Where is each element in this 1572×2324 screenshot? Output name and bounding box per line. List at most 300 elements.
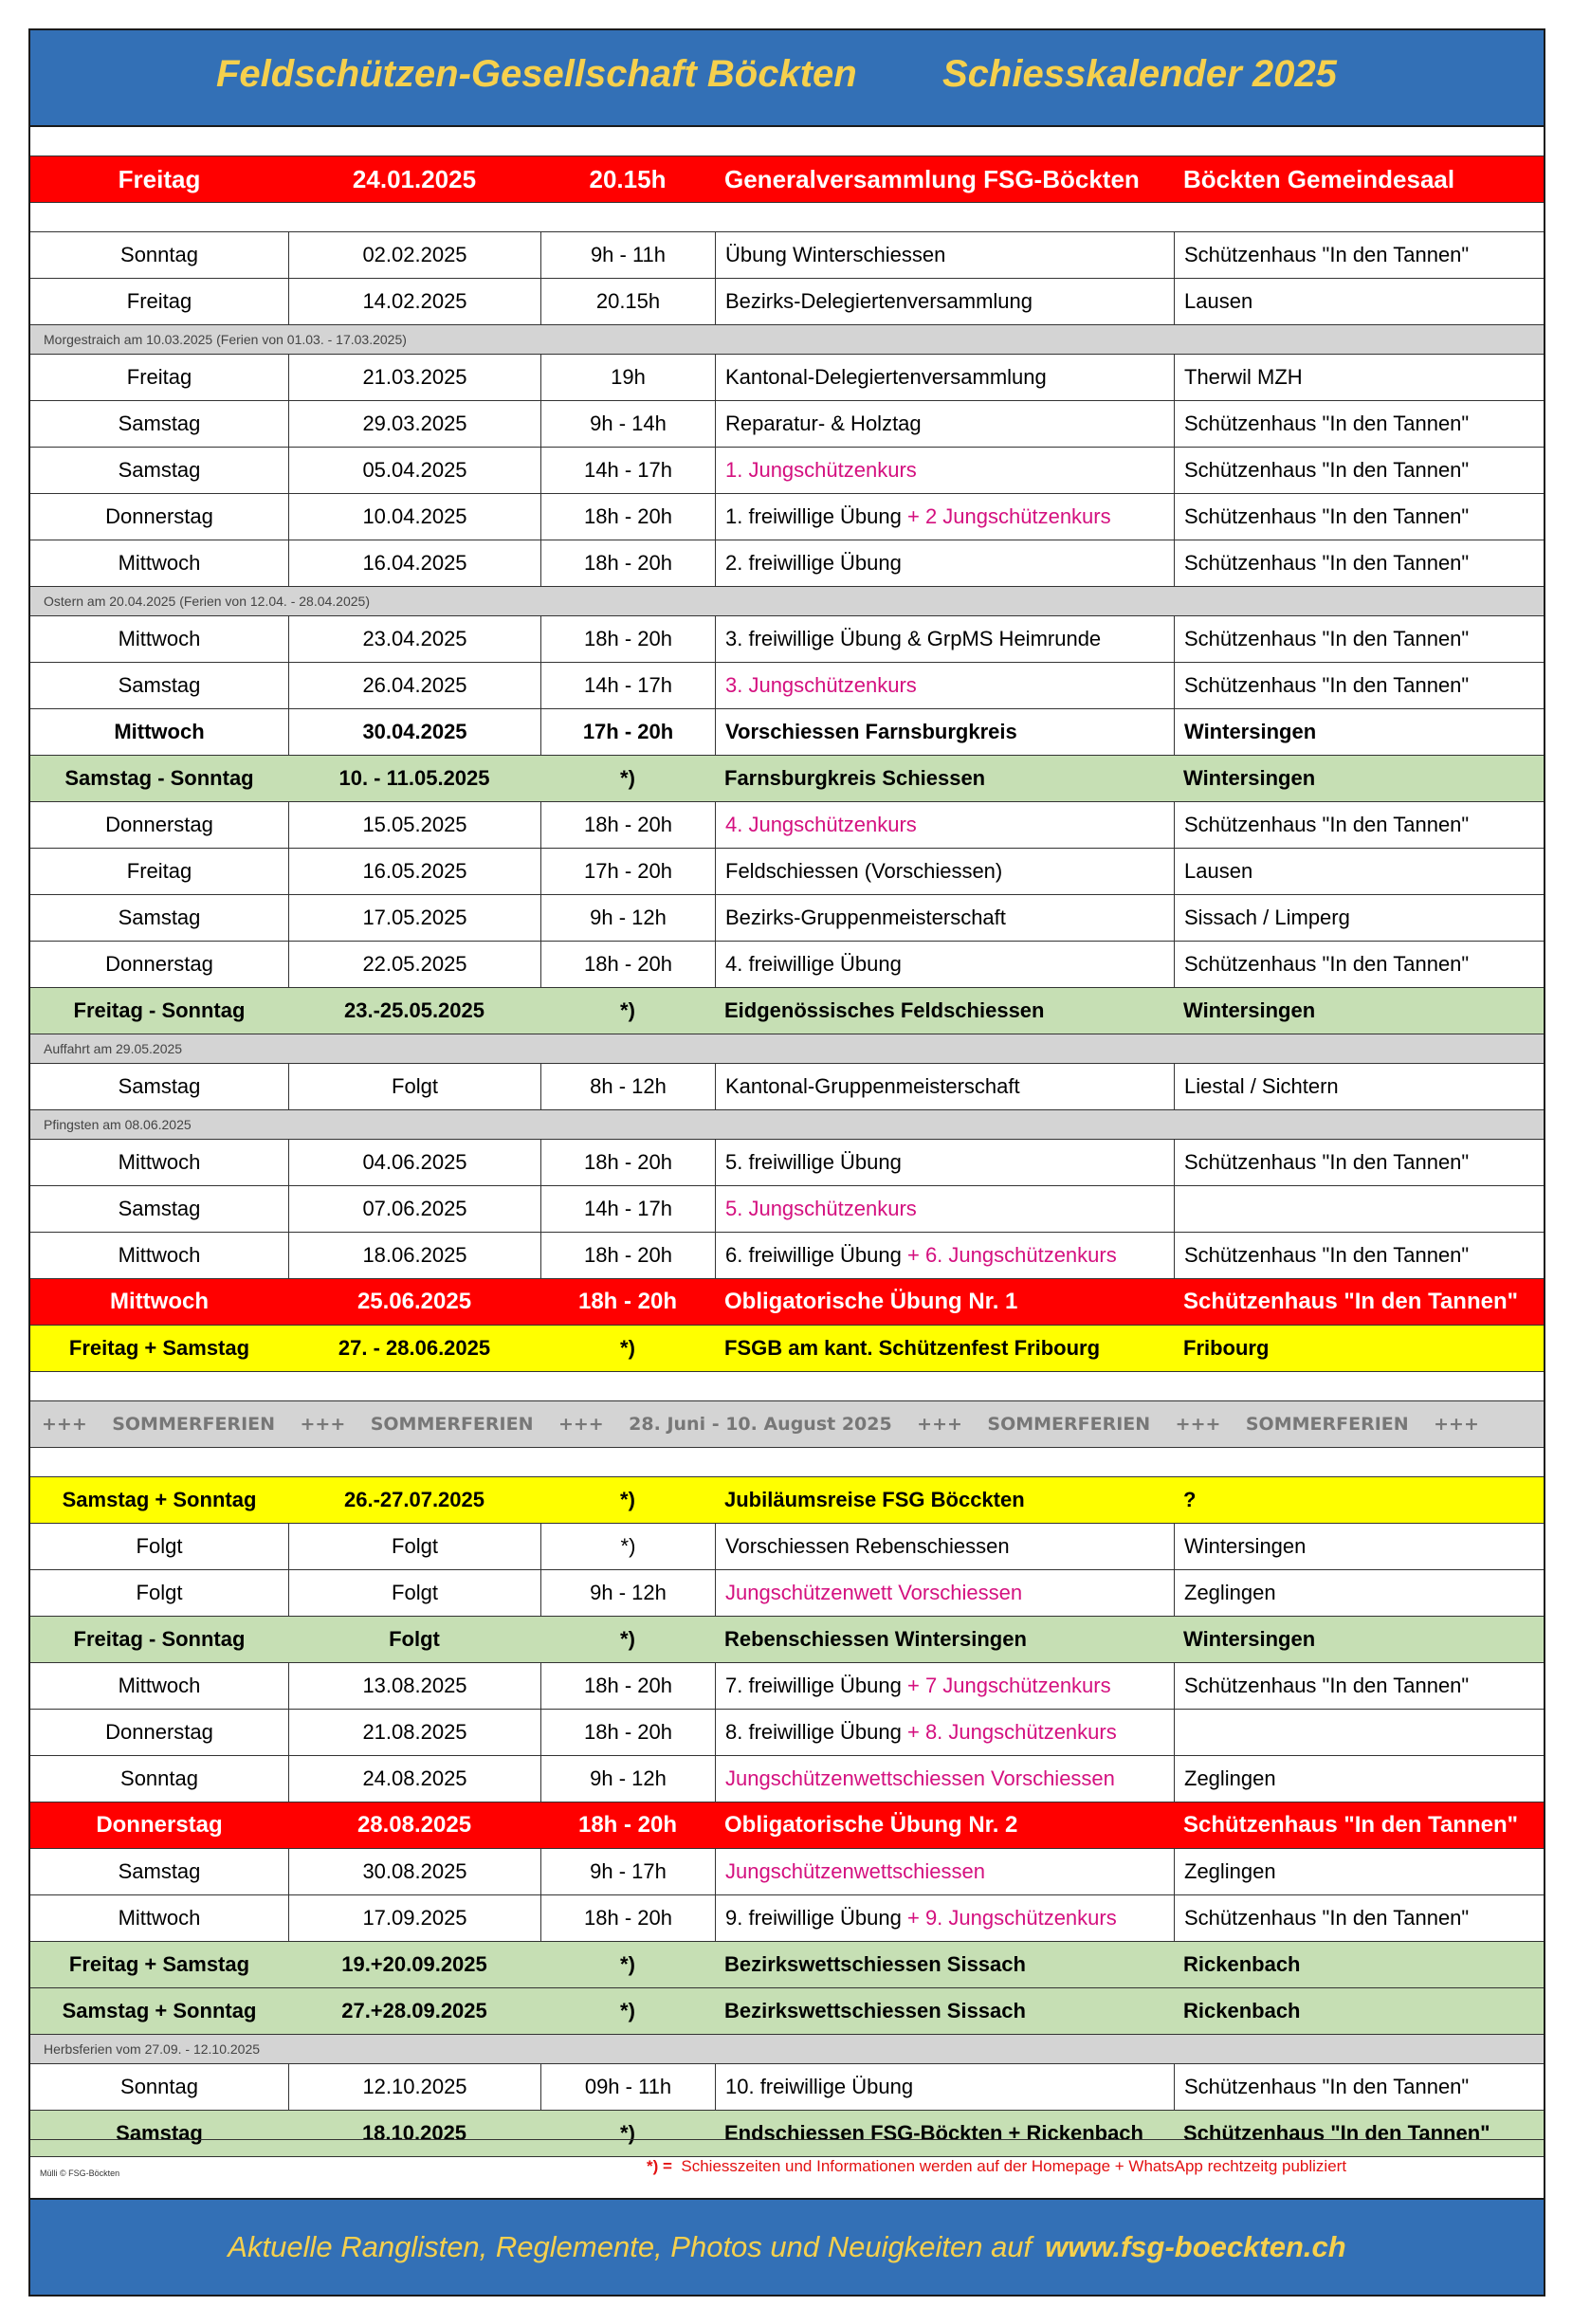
event-time [540, 1233, 715, 1278]
event-date [288, 1617, 540, 1662]
event-day-text: Mittwoch [118, 1243, 201, 1267]
event-day [30, 1849, 288, 1894]
event-row [30, 494, 1544, 540]
event-title [715, 1524, 1174, 1569]
event-row [30, 2064, 1544, 2111]
event-title [715, 1064, 1174, 1109]
event-title-text: Vorschiessen Farnsburgkreis [725, 720, 1017, 743]
event-date [288, 1570, 540, 1616]
event-row [30, 1064, 1544, 1110]
event-location-text: Fribourg [1183, 1336, 1270, 1360]
event-date [288, 401, 540, 447]
event-time-text: *) [620, 766, 635, 790]
event-date-text: 16.05.2025 [362, 859, 467, 883]
event-day-text: Mittwoch [118, 1906, 201, 1930]
event-location [1174, 2064, 1547, 2110]
event-row [30, 1279, 1544, 1326]
event-row [30, 1186, 1544, 1233]
event-title [715, 988, 1174, 1034]
event-time-text: *) [620, 2121, 635, 2145]
event-title-text: Obligatorische Übung Nr. 1 [724, 1289, 1018, 1314]
event-time [540, 1279, 715, 1325]
event-title [715, 355, 1174, 400]
event-title-text: Jubiläumsreise FSG Böcckten [724, 1488, 1025, 1511]
event-date [288, 849, 540, 894]
event-location-text: Wintersingen [1184, 720, 1317, 743]
event-date [288, 1895, 540, 1941]
event-title-text: Obligatorische Übung Nr. 2 [724, 1812, 1018, 1838]
event-date [288, 663, 540, 708]
event-day-text: Donnerstag [96, 1812, 223, 1838]
event-time [540, 1802, 715, 1848]
holiday-note-row [30, 1110, 1544, 1140]
event-time [540, 942, 715, 987]
event-date-text: 26.04.2025 [362, 673, 467, 697]
event-row [30, 540, 1544, 587]
event-time [540, 401, 715, 447]
event-location [1174, 1140, 1547, 1185]
event-day-text: Mittwoch [114, 720, 205, 743]
event-date [288, 1942, 540, 1987]
event-time [540, 1942, 715, 1987]
event-title-text: Kantonal-Gruppenmeisterschaft [725, 1074, 1020, 1098]
event-title [715, 540, 1174, 586]
event-location-text: Liestal / Sichtern [1184, 1074, 1339, 1098]
event-time-text: *) [620, 998, 635, 1022]
event-time [540, 540, 715, 586]
event-title-text: 1. freiwillige Übung [725, 504, 902, 528]
event-title [715, 942, 1174, 987]
event-date-text: Folgt [389, 1627, 440, 1651]
event-title-text: Übung Winterschiessen [725, 243, 946, 266]
event-title-text: 5. freiwillige Übung [725, 1150, 902, 1174]
event-day [30, 1186, 288, 1232]
event-title [715, 1570, 1174, 1616]
event-date-text: 05.04.2025 [362, 458, 467, 482]
event-time [540, 1988, 715, 2034]
event-location-text: Schützenhaus "In den Tannen" [1184, 2075, 1470, 2098]
event-date [288, 942, 540, 987]
event-row [30, 709, 1544, 756]
spacer-row [30, 1448, 1544, 1477]
event-date [288, 279, 540, 324]
event-day-text: Samstag [116, 2121, 203, 2145]
event-location-text: Schützenhaus "In den Tannen" [1184, 551, 1470, 575]
event-time-text: 8h - 12h [590, 1074, 667, 1098]
event-title-text: 4. Jungschützenkurs [725, 813, 917, 836]
event-day [30, 1233, 288, 1278]
event-time [540, 1186, 715, 1232]
event-time [540, 663, 715, 708]
calendar-page [28, 28, 1545, 2297]
event-date [288, 616, 540, 662]
event-time-text: 9h - 11h [590, 243, 667, 266]
event-title [715, 616, 1174, 662]
credit: Mülli © FSG-Böckten [40, 2168, 120, 2178]
event-date [288, 494, 540, 540]
event-date-text: Folgt [392, 1074, 438, 1098]
event-day [30, 1710, 288, 1755]
event-time-text: 18h - 20h [584, 1674, 672, 1697]
event-location-text: Zeglingen [1184, 1766, 1276, 1790]
event-time [540, 988, 715, 1034]
event-day-text: Donnerstag [105, 1720, 213, 1744]
event-day [30, 1140, 288, 1185]
event-time [540, 1140, 715, 1185]
event-day [30, 663, 288, 708]
event-location-text: Therwil MZH [1184, 365, 1303, 389]
event-day-text: Freitag [126, 365, 192, 389]
event-title [715, 663, 1174, 708]
event-title-text: Jungschützenwettschiessen Vorschiessen [725, 1766, 1115, 1790]
event-location-text: Schützenhaus "In den Tannen" [1184, 1674, 1470, 1697]
event-location-text: Schützenhaus "In den Tannen" [1183, 1289, 1519, 1314]
event-location [1174, 1802, 1547, 1848]
event-date [288, 1802, 540, 1848]
event-title-text: 4. freiwillige Übung [725, 952, 902, 976]
event-time-text: 18h - 20h [584, 504, 672, 528]
event-location-text: Schützenhaus "In den Tannen" [1184, 673, 1470, 697]
event-time-text: 14h - 17h [584, 673, 672, 697]
event-time-text: 18h - 20h [577, 1289, 678, 1314]
event-location-text: Schützenhaus "In den Tannen" [1184, 504, 1470, 528]
event-day [30, 1064, 288, 1109]
event-day-text: Mittwoch [118, 551, 201, 575]
event-location-text: Schützenhaus "In den Tannen" [1184, 243, 1470, 266]
event-location-text: Schützenhaus "In den Tannen" [1184, 1243, 1470, 1267]
event-day [30, 1617, 288, 1662]
event-day [30, 540, 288, 586]
event-row [30, 1570, 1544, 1617]
event-day-text: Samstag [118, 412, 201, 435]
event-row [30, 663, 1544, 709]
event-date-text: 14.02.2025 [362, 289, 467, 313]
event-location [1174, 1617, 1547, 1662]
event-title [715, 1710, 1174, 1755]
event-location [1174, 663, 1547, 708]
event-date-text: 27.+28.09.2025 [341, 1999, 487, 2022]
event-row [30, 1710, 1544, 1756]
event-row [30, 279, 1544, 325]
event-day [30, 1477, 288, 1523]
event-date [288, 2064, 540, 2110]
event-title [715, 2064, 1174, 2110]
event-time-text: 9h - 14h [590, 412, 667, 435]
event-time [540, 709, 715, 755]
event-date-text: 25.06.2025 [356, 1289, 472, 1314]
event-row [30, 232, 1544, 279]
footnote-text: Schiesszeiten und Informationen werden auf der Homepage + WhatsApp rechtzeitg publiziert [681, 2157, 1347, 2175]
event-day-text: Freitag - Sonntag [73, 1627, 246, 1651]
youth-course-addon: + 8. Jungschützenkurs [901, 1720, 1117, 1744]
event-date [288, 232, 540, 278]
youth-course-addon: + 7 Jungschützenkurs [901, 1674, 1111, 1697]
event-day-text: Freitag + Samstag [68, 1336, 250, 1360]
event-day-text: Mittwoch [118, 1150, 201, 1174]
event-day-text: Samstag [118, 906, 201, 929]
event-time [540, 756, 715, 801]
footer-text: Aktuelle Ranglisten, Reglemente, Photos und Neuigkeiten auf [228, 2230, 1033, 2263]
event-title [715, 709, 1174, 755]
event-day [30, 156, 288, 202]
event-date-text: 15.05.2025 [362, 813, 467, 836]
event-date-text: Folgt [392, 1534, 438, 1558]
event-title-text: 1. Jungschützenkurs [725, 458, 917, 482]
event-row [30, 849, 1544, 895]
event-title [715, 1849, 1174, 1894]
event-time-text: 18h - 20h [584, 952, 672, 976]
holiday-note-row [30, 325, 1544, 355]
event-date [288, 1477, 540, 1523]
event-date [288, 1849, 540, 1894]
website-link[interactable]: www.fsg-boeckten.ch [1045, 2230, 1346, 2263]
event-row [30, 1663, 1544, 1710]
event-location-text: Wintersingen [1183, 1627, 1316, 1651]
event-location [1174, 1756, 1547, 1802]
event-day-text: Mittwoch [118, 1674, 201, 1697]
event-row [30, 448, 1544, 494]
event-date-text: 21.08.2025 [362, 1720, 467, 1744]
event-time-text: 9h - 17h [590, 1859, 667, 1883]
event-time [540, 1756, 715, 1802]
event-location [1174, 1279, 1547, 1325]
event-time [540, 1617, 715, 1662]
event-day-text: Freitag - Sonntag [73, 998, 246, 1022]
event-location-text: Zeglingen [1184, 1859, 1276, 1883]
event-row [30, 1802, 1544, 1849]
footnote-row [30, 2139, 1544, 2198]
event-title-text: Bezirks-Gruppenmeisterschaft [725, 906, 1006, 929]
event-date-text: 10.04.2025 [362, 504, 467, 528]
event-time [540, 1524, 715, 1569]
event-date-text: 12.10.2025 [362, 2075, 467, 2098]
event-date-text: 16.04.2025 [362, 551, 467, 575]
event-time-text: 9h - 12h [590, 1766, 667, 1790]
event-location-text: Wintersingen [1183, 766, 1316, 790]
event-time [540, 2064, 715, 2110]
event-location [1174, 156, 1547, 202]
event-time-text: 18h - 20h [584, 1243, 672, 1267]
event-location-text: Schützenhaus "In den Tannen" [1184, 952, 1470, 976]
event-time [540, 1710, 715, 1755]
event-date-text: 18.06.2025 [362, 1243, 467, 1267]
event-day-text: Mittwoch [118, 627, 201, 650]
youth-course-addon: + 9. Jungschützenkurs [901, 1906, 1117, 1930]
event-time-text: *) [620, 1627, 635, 1651]
event-title-text: 7. freiwillige Übung [725, 1674, 902, 1697]
event-row [30, 1895, 1544, 1942]
event-row [30, 1849, 1544, 1895]
event-location [1174, 494, 1547, 540]
event-location-text: Schützenhaus "In den Tannen" [1184, 412, 1470, 435]
event-row [30, 1756, 1544, 1802]
holiday-note: Herbsferien vom 27.09. - 12.10.2025 [44, 2041, 261, 2057]
event-date-text: 24.08.2025 [362, 1766, 467, 1790]
event-day [30, 1326, 288, 1371]
event-title-text: FSGB am kant. Schützenfest Fribourg [724, 1336, 1101, 1360]
event-date [288, 1186, 540, 1232]
event-date-text: 04.06.2025 [362, 1150, 467, 1174]
event-time-text: 20.15h [589, 164, 667, 193]
event-location [1174, 448, 1547, 493]
event-location-text: ? [1183, 1488, 1197, 1511]
event-row [30, 1326, 1544, 1372]
event-title [715, 756, 1174, 801]
event-title [715, 1942, 1174, 1987]
event-time-text: *) [620, 1336, 635, 1360]
event-location-text: Wintersingen [1184, 1534, 1307, 1558]
event-location-text: Rickenbach [1183, 1999, 1301, 2022]
holiday-note-row [30, 587, 1544, 616]
event-row [30, 1524, 1544, 1570]
event-time-text: 14h - 17h [584, 1197, 672, 1220]
event-row [30, 942, 1544, 988]
event-day [30, 1524, 288, 1569]
event-date [288, 802, 540, 848]
event-time-text: *) [620, 1952, 635, 1976]
event-title [715, 1617, 1174, 1662]
event-title [715, 1802, 1174, 1848]
event-row [30, 756, 1544, 802]
event-day-text: Samstag [118, 458, 201, 482]
event-day-text: Sonntag [120, 243, 198, 266]
event-time [540, 448, 715, 493]
event-day [30, 1570, 288, 1616]
event-date [288, 1279, 540, 1325]
event-location-text: Schützenhaus "In den Tannen" [1184, 627, 1470, 650]
event-day [30, 849, 288, 894]
event-row [30, 895, 1544, 942]
event-title-text: 2. freiwillige Übung [725, 551, 902, 575]
event-date-text: 18.10.2025 [361, 2121, 467, 2145]
event-location-text: Lausen [1184, 289, 1253, 313]
event-time-text: 17h - 20h [582, 720, 674, 743]
event-title-text: 8. freiwillige Übung [725, 1720, 902, 1744]
footer-banner [30, 2198, 1544, 2295]
event-time [540, 1477, 715, 1523]
event-day [30, 2064, 288, 2110]
event-time-text: 9h - 12h [590, 1581, 667, 1604]
youth-course-addon: + 6. Jungschützenkurs [901, 1243, 1117, 1267]
event-day-text: Donnerstag [105, 952, 213, 976]
holiday-note-row [30, 1034, 1544, 1064]
event-day [30, 616, 288, 662]
event-title-text: 10. freiwillige Übung [725, 2075, 914, 2098]
event-time [540, 1326, 715, 1371]
event-location-text: Schützenhaus "In den Tannen" [1184, 1906, 1470, 1930]
event-day [30, 494, 288, 540]
event-date [288, 1710, 540, 1755]
event-row [30, 802, 1544, 849]
event-day-text: Samstag - Sonntag [64, 766, 254, 790]
event-location [1174, 279, 1547, 324]
event-title-text: Jungschützenwettschiessen [725, 1859, 985, 1883]
event-title-text: Eidgenössisches Feldschiessen [724, 998, 1045, 1022]
event-title-text: Farnsburgkreis Schiessen [724, 766, 986, 790]
holiday-note: Pfingsten am 08.06.2025 [44, 1117, 192, 1132]
event-location [1174, 232, 1547, 278]
event-day [30, 1802, 288, 1848]
event-location [1174, 1233, 1547, 1278]
event-date [288, 988, 540, 1034]
event-location [1174, 988, 1547, 1034]
event-time [540, 1663, 715, 1709]
event-time-text: 09h - 11h [584, 2075, 672, 2098]
event-time [540, 232, 715, 278]
event-date [288, 355, 540, 400]
club-name: Feldschützen-Gesellschaft Böckten [216, 53, 857, 95]
event-title [715, 1895, 1174, 1941]
event-title [715, 1326, 1174, 1371]
event-location [1174, 895, 1547, 941]
event-day-text: Samstag [118, 673, 201, 697]
event-day [30, 448, 288, 493]
event-location-text: Rickenbach [1183, 1952, 1301, 1976]
event-time [540, 494, 715, 540]
event-date [288, 1756, 540, 1802]
event-date [288, 895, 540, 941]
event-date-text: 23.-25.05.2025 [343, 998, 485, 1022]
event-date-text: 21.03.2025 [362, 365, 467, 389]
event-time-text: 19h [611, 365, 646, 389]
event-location [1174, 849, 1547, 894]
event-day-text: Freitag [126, 289, 192, 313]
event-day [30, 988, 288, 1034]
event-title [715, 802, 1174, 848]
event-date-text: 02.02.2025 [362, 243, 467, 266]
event-title-text: 3. Jungschützenkurs [725, 673, 917, 697]
event-title-text: 3. freiwillige Übung & GrpMS Heimrunde [725, 627, 1102, 650]
event-location-text: Sissach / Limperg [1184, 906, 1350, 929]
event-location [1174, 1895, 1547, 1941]
event-time-text: *) [620, 1488, 635, 1511]
event-location-text: Schützenhaus "In den Tannen" [1184, 458, 1470, 482]
event-time-text: 14h - 17h [584, 458, 672, 482]
event-title-text: Kantonal-Delegiertenversammlung [725, 365, 1047, 389]
event-location [1174, 1064, 1547, 1109]
holiday-note: Auffahrt am 29.05.2025 [44, 1041, 183, 1056]
holiday-note-row [30, 2035, 1544, 2064]
event-time [540, 355, 715, 400]
event-day-text: Freitag [118, 164, 201, 193]
event-time [540, 895, 715, 941]
event-location [1174, 1186, 1547, 1232]
event-row [30, 1233, 1544, 1279]
calendar-title: Schiesskalender 2025 [942, 53, 1337, 95]
event-day-text: Donnerstag [105, 813, 213, 836]
event-day-text: Freitag + Samstag [68, 1952, 250, 1976]
event-location [1174, 540, 1547, 586]
event-location-text: Böckten Gemeindesaal [1183, 164, 1455, 193]
event-location [1174, 942, 1547, 987]
event-location-text: Wintersingen [1183, 998, 1316, 1022]
event-location [1174, 1710, 1547, 1755]
event-day [30, 232, 288, 278]
event-row [30, 1477, 1544, 1524]
event-date-text: 29.03.2025 [362, 412, 467, 435]
event-title [715, 1663, 1174, 1709]
youth-course-addon: + 2 Jungschützenkurs [901, 504, 1111, 528]
event-row [30, 988, 1544, 1034]
event-location [1174, 709, 1547, 755]
event-title-text: Rebenschiessen Wintersingen [724, 1627, 1027, 1651]
event-title [715, 849, 1174, 894]
event-date-text: 26.-27.07.2025 [343, 1488, 485, 1511]
event-time-text: 17h - 20h [584, 859, 672, 883]
event-row [30, 1988, 1544, 2035]
event-day-text: Sonntag [120, 1766, 198, 1790]
event-location-text: Schützenhaus "In den Tannen" [1183, 2121, 1490, 2145]
